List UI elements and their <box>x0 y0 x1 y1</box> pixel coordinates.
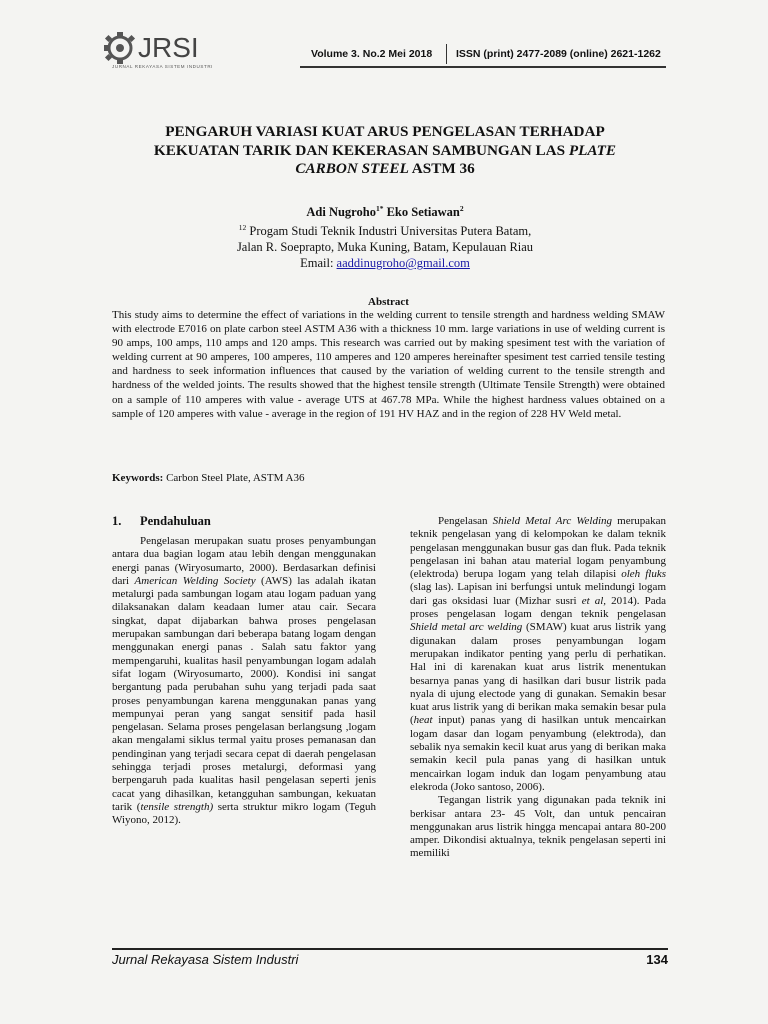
author-1-sup: 1* <box>375 204 384 213</box>
section-heading <box>112 514 211 529</box>
text-run: (slag las). Lapisan ini berfungsi untuk melindungi logam dari gas oksidasi luar (Mizhar susri <box>410 581 666 607</box>
paper-title <box>120 123 650 179</box>
email-line <box>120 255 650 271</box>
keywords <box>112 472 305 484</box>
header-separator <box>446 44 447 64</box>
title-line-1: PENGARUH VARIASI KUAT ARUS PENGELASAN TERHADAP <box>165 123 605 140</box>
author-2-sup: 2 <box>459 204 464 213</box>
text-run: input) panas yang di hasilkan untuk mencairkan logam dasar dan logam penyambung (elektroda), dan sebalik nya semakin kecil kuat arus yang di berikan maka semakin kecil pula panas yang di hasilkan untuk mencairkan logam induk dan logam penyambung atau elekroda (Joko santoso, 2006). <box>410 714 666 793</box>
right-paragraph-2: Tegangan listrik yang digunakan pada teknik ini berkisar antara 23- 45 Volt, dan untuk pencairan menggunakan arus listrik hingga mencapai antara 80-200 amper. Dikondisi aktualnya, teknik pengelasan seperti ini memiliki <box>410 794 666 860</box>
title-line-2-text: KEKUATAN TARIK DAN KEKERASAN SAMBUNGAN LAS <box>153 141 569 159</box>
left-paragraph-1 <box>112 535 376 828</box>
text-run: merupakan teknik pengelasan yang di kelompokan ke dalam teknik pengelasan menggunakan busur gas dan fluk. Pada teknik pengelasan ini bahan atau material logam penyambung (elektroda) berupa logam yang telah dilapisi <box>410 515 667 581</box>
section-number: 1. <box>112 514 122 528</box>
text-run: 2014). Pada proses pengelasan logam dengan teknik pengelasan <box>410 594 667 621</box>
italic-run: heat <box>413 714 433 727</box>
italic-run: tensile strength) <box>140 800 214 813</box>
affiliation <box>120 220 650 271</box>
left-column <box>112 535 376 828</box>
affiliation-sup: 12 <box>238 223 247 232</box>
keywords-label: Keywords: <box>112 472 164 484</box>
journal-logo <box>100 30 240 76</box>
author-line <box>120 204 650 220</box>
italic-run: American Welding Society <box>134 574 256 587</box>
volume-info: Volume 3. No.2 Mei 2018 <box>311 48 433 60</box>
title-line-2-italic: PLATE <box>568 141 617 159</box>
email-link[interactable]: aaddinugroho@gmail.com <box>336 256 470 271</box>
text-run: Pengelasan merupakan suatu proses penyambungan antara dua bagian logam atau lebih dengan menggunakan energi panas (Wiryosumarto, 2000). Berdasarkan definisi dari <box>112 535 376 587</box>
title-line-2 <box>120 142 650 161</box>
author-2: Eko Setiawan <box>383 205 460 220</box>
italic-run: et al, <box>581 594 607 607</box>
text-run: (AWS) las adalah ikatan metalurgi pada sambungan logam atau logam paduan yang dilaksanakan dalam keadaan lumer atau cair. Secara singkat, dapat dijabarkan bahwa proses pengelasan merupakan sambungan dari beberapa batang logam dengan menggunakan energi panas . Salah satu faktor yang mempengaruhi, kualitas hasil penyambungan logam adalah sifat logam (Wiryosumarto, 2000). Kondisi ini sangat bergantung pada perubahan suhu yang terjadi pada saat proses penyambungan karena menggunakan panas yang mempunyai peran yang sangat sensitif pada hasil pengelasan. Selama proses pengelasan berlangsung ,logam akan mengalami siklus termal yaitu proses pemanasan dan pendinginan yang terjadi secara cepat di daerah pengelasan sehingga terjadi proses metalurgi, deformasi yang berpengaruh pada kualitas hasil pengelasan seperti jenis cacat yang dihasilkan, ketangguhan sambungan, kekuatan tarik ( <box>112 574 377 813</box>
author-1: Adi Nugroho <box>306 205 376 220</box>
issn-info: ISSN (print) 2477-2089 (online) 2621-1262 <box>456 48 661 60</box>
affiliation-line-1 <box>120 220 650 239</box>
text-run: serta struktur mikro logam (Teguh Wiyono, 2012). <box>112 800 376 827</box>
email-label: Email: <box>300 256 337 271</box>
logo-wordmark: JRSI <box>138 32 199 63</box>
affiliation-line-2: Jalan R. Soeprapto, Muka Kuning, Batam, Kepulauan Riau <box>236 240 534 255</box>
italic-run: Shield metal arc welding <box>410 621 523 634</box>
right-paragraph-1 <box>410 515 666 794</box>
abstract-heading: Abstract <box>368 296 409 308</box>
affiliation-text-1: Progam Studi Teknik Industri Universitas Putera Batam, <box>246 224 532 239</box>
text-run: Pengelasan <box>438 515 493 527</box>
title-line-3-italic: CARBON STEEL <box>295 160 409 177</box>
header-rule <box>300 66 666 68</box>
footer-journal-name: Jurnal Rekayasa Sistem Industri <box>112 952 299 967</box>
keywords-text: Carbon Steel Plate, ASTM A36 <box>163 472 305 484</box>
text-run: (SMAW) kuat arus listrik yang digunakan dalam proses penyambungan logam merupakan indikator penting yang perlu di perhatikan. Hal ini di karenakan kuat arus listrik menentukan besarnya panas yang di hasilkan dari busur listrik pada nyala di ujung electode yang di gunakan. Semakin besar kuat arus listrik yang di berikan maka semakin besar pula ( <box>410 621 666 727</box>
abstract-text: This study aims to determine the effect of variations in the welding current to tensile strength and hardness welding SMAW with electrode E7016 on plate carbon steel ASTM A36 with a thickness 10 mm. large variations in use of welding current is 90 amps, 100 amps, 110 amps and 120 amps. This research was carried out by making spesiment test with the variation of welding current at 90 amperes, 100 amperes, 110 amperes and 120 amperes hereinafter spesiment test carried tensile testing and hardness to seek information influences that caused by the variation of welding current to the tensile strength and hardness of the welded joints. The results showed that the highest tensile strength (Ultimate Tensile Strength) were obtained on a sample of 110 amperes with value - average UTS at 467.78 MPa. While the highest hardness values obtained on a sample of 120 amperes with value - average in the region of 191 HV HAZ and in the region of 228 HV Weld metal. <box>112 309 665 420</box>
section-title: Pendahuluan <box>140 514 211 528</box>
right-column <box>410 515 666 861</box>
italic-run: oleh fluks <box>621 568 666 581</box>
title-line-3 <box>120 160 650 179</box>
italic-run: Shield Metal Arc Welding <box>492 515 613 527</box>
title-line-3-text: ASTM 36 <box>408 160 475 177</box>
logo-subtitle: JURNAL REKAYASA SISTEM INDUSTRI <box>112 64 214 69</box>
page-number: 134 <box>646 952 668 967</box>
footer-rule <box>112 948 668 950</box>
